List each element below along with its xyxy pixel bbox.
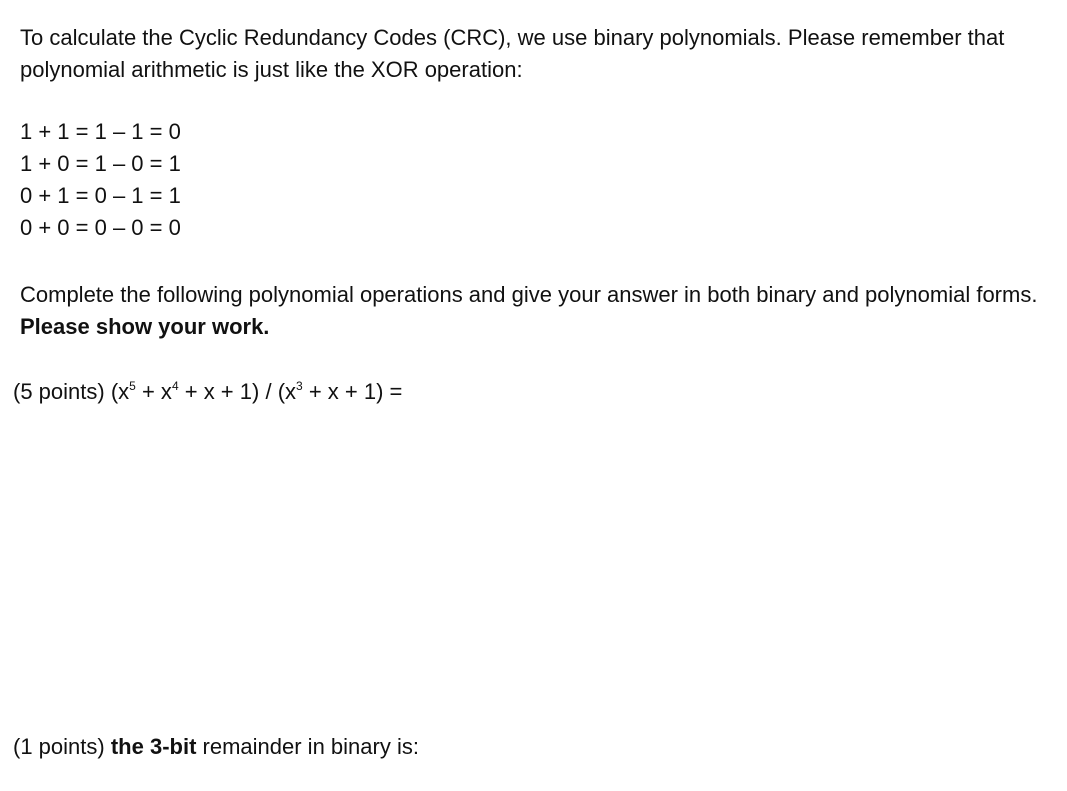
- question-2: [13, 731, 419, 763]
- question-2-bold: the 3-bit: [110, 734, 197, 759]
- xor-row: 1 + 0 = 1 – 0 = 1: [20, 151, 181, 176]
- dividend-exp1: 5: [129, 379, 136, 393]
- divisor-open: (x: [277, 379, 297, 404]
- xor-row: 1 + 1 = 1 – 1 = 0: [20, 119, 181, 144]
- instructions-paragraph: [20, 279, 1050, 343]
- instructions-bold: Please show your work.: [20, 314, 270, 339]
- dividend-open: (x: [110, 379, 130, 404]
- question-1-points: (5 points): [13, 379, 105, 404]
- divisor-rest: + x + 1) =: [302, 379, 403, 404]
- question-1: [13, 376, 402, 408]
- question-2-text: remainder in binary is:: [202, 734, 419, 759]
- intro-paragraph: To calculate the Cyclic Redundancy Codes (CRC), we use binary polynomials. Please remember that polynomial arithmetic is just like the XOR operation:: [20, 25, 1005, 82]
- dividend-rest: + x + 1): [178, 379, 260, 404]
- instructions-text: Complete the following polynomial operations and give your answer in both binary and polynomial forms.: [20, 282, 1038, 307]
- divisor-exp: 3: [296, 379, 303, 393]
- question-2-points: (1 points): [13, 734, 105, 759]
- xor-table: [20, 116, 181, 244]
- xor-row: 0 + 0 = 0 – 0 = 0: [20, 215, 181, 240]
- xor-row: 0 + 1 = 0 – 1 = 1: [20, 183, 181, 208]
- dividend-mid: + x: [135, 379, 172, 404]
- dividend-exp2: 4: [171, 379, 179, 393]
- divide-sign: /: [259, 379, 278, 404]
